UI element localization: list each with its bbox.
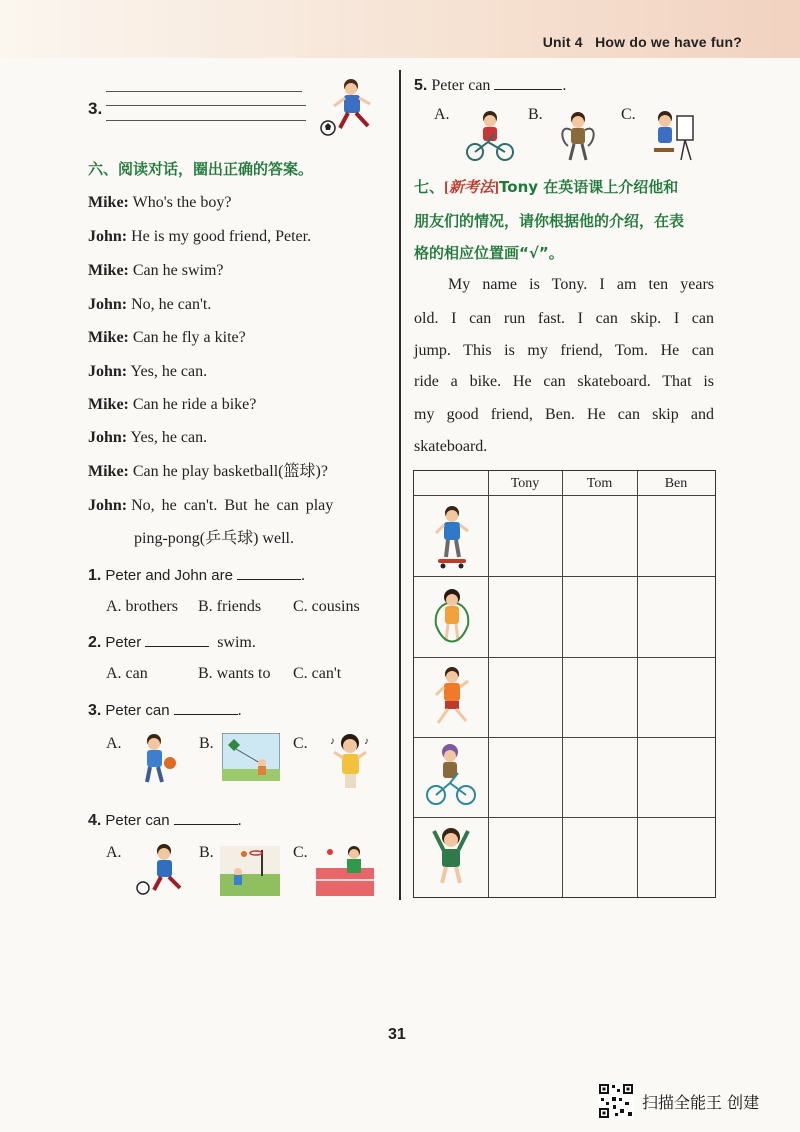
cell-tony-skateboard[interactable] bbox=[489, 496, 562, 576]
header-tom: Tom bbox=[586, 476, 613, 491]
bike-riding-icon bbox=[464, 110, 516, 162]
dialog-line-3: Mike: Can he swim? bbox=[88, 262, 224, 279]
cell-ben-jump[interactable] bbox=[638, 818, 714, 896]
q3-option-a[interactable]: A. bbox=[106, 735, 122, 752]
painting-boy-icon bbox=[650, 108, 696, 162]
q5-option-b[interactable]: B. bbox=[528, 106, 543, 123]
column-divider bbox=[399, 70, 401, 900]
dialog-line-10: John: No, he can't. But he can play bbox=[88, 497, 334, 514]
basketball-boy-icon bbox=[136, 732, 182, 784]
jumping-boy-icon bbox=[428, 823, 474, 889]
question-1: 1. Peter and John are . bbox=[88, 567, 305, 584]
passage-line-1: My name is Tony. I am ten years bbox=[448, 276, 714, 293]
cell-tom-jump[interactable] bbox=[563, 818, 637, 896]
header-ben: Ben bbox=[664, 476, 688, 491]
kite-flying-icon bbox=[222, 733, 280, 781]
dialog-line-4: John: No, he can't. bbox=[88, 296, 212, 313]
q2-option-b[interactable]: B. wants to bbox=[198, 665, 271, 682]
dialog-line-2: John: He is my good friend, Peter. bbox=[88, 228, 312, 245]
cell-ben-skip[interactable] bbox=[638, 577, 714, 657]
q5-option-c[interactable]: C. bbox=[621, 106, 636, 123]
dialog-line-6: John: Yes, he can. bbox=[88, 363, 208, 380]
cell-tony-run[interactable] bbox=[489, 658, 562, 737]
q4-blank[interactable] bbox=[174, 810, 238, 825]
skateboard-boy-icon bbox=[432, 505, 472, 569]
question-2: 2. Peter swim. bbox=[88, 634, 256, 651]
q5-option-a[interactable]: A. bbox=[434, 106, 450, 123]
qr-code-icon bbox=[598, 1083, 634, 1119]
scanner-watermark: 扫描全能王 创建 bbox=[642, 1093, 760, 1112]
ping-pong-icon bbox=[316, 844, 374, 896]
dialog-line-5: Mike: Can he fly a kite? bbox=[88, 329, 246, 346]
cell-ben-skateboard[interactable] bbox=[638, 496, 714, 576]
passage-line-3: jump. This is my friend, Tom. He can bbox=[414, 342, 714, 359]
q2-option-a[interactable]: A. can bbox=[106, 665, 148, 682]
cell-tony-bike[interactable] bbox=[489, 738, 562, 817]
passage-line-6: skateboard. bbox=[414, 438, 488, 455]
running-boy-icon bbox=[430, 665, 474, 729]
section7-line-1: 七、[新考法]Tony 在英语课上介绍他和 bbox=[414, 178, 679, 196]
cell-tom-skip[interactable] bbox=[563, 577, 637, 657]
q1-blank[interactable] bbox=[237, 565, 301, 580]
q3-option-b[interactable]: B. bbox=[199, 735, 214, 752]
cell-tom-skateboard[interactable] bbox=[563, 496, 637, 576]
cell-tom-run[interactable] bbox=[563, 658, 637, 737]
section6-title: 六、阅读对话，圈出正确的答案。 bbox=[88, 160, 314, 178]
question-5: 5. Peter can . bbox=[414, 77, 567, 94]
question-3: 3. Peter can . bbox=[88, 702, 242, 719]
dialog-line-7: Mike: Can he ride a bike? bbox=[88, 396, 257, 413]
svg-text:♪: ♪ bbox=[330, 736, 335, 747]
singing-girl-icon bbox=[326, 732, 376, 790]
soccer-boy-option-icon bbox=[134, 842, 188, 896]
dialog-line-11: ping-pong(乒乓球) well. bbox=[134, 530, 294, 547]
section7-line-3: 格的相应位置画“√”。 bbox=[414, 244, 564, 262]
cell-tony-jump[interactable] bbox=[489, 818, 562, 896]
dialog-line-9: Mike: Can he play basketball(篮球)? bbox=[88, 463, 328, 480]
q3-blank[interactable] bbox=[174, 700, 238, 715]
unit-header: Unit 4 How do we have fun? bbox=[542, 34, 742, 50]
dialog-line-1: Mike: Who's the boy? bbox=[88, 194, 232, 211]
cell-tony-skip[interactable] bbox=[489, 577, 562, 657]
answer-line-1[interactable] bbox=[106, 91, 302, 92]
question-4: 4. Peter can . bbox=[88, 812, 242, 829]
passage-line-4: ride a bike. He can skateboard. That is bbox=[414, 373, 714, 390]
cell-ben-run[interactable] bbox=[638, 658, 714, 737]
section7-line-2: 朋友们的情况，请你根据他的介绍，在表 bbox=[414, 212, 685, 230]
answer-line-3[interactable] bbox=[106, 120, 306, 121]
q1-option-b[interactable]: B. friends bbox=[198, 598, 262, 615]
q4-option-c[interactable]: C. bbox=[293, 844, 308, 861]
q4-option-b[interactable]: B. bbox=[199, 844, 214, 861]
cell-ben-bike[interactable] bbox=[638, 738, 714, 817]
swinging-boy-icon bbox=[556, 110, 600, 162]
page-number: 31 bbox=[388, 1026, 406, 1043]
q2-blank[interactable] bbox=[145, 632, 209, 647]
q3-number: 3. bbox=[88, 99, 103, 118]
dialog-line-8: John: Yes, he can. bbox=[88, 429, 208, 446]
q4-option-a[interactable]: A. bbox=[106, 844, 122, 861]
new-exam-tag: 新考法 bbox=[449, 180, 495, 196]
q3-option-c[interactable]: C. bbox=[293, 735, 308, 752]
q1-option-c[interactable]: C. cousins bbox=[293, 598, 360, 615]
q5-blank[interactable] bbox=[494, 75, 562, 90]
soccer-boy-icon bbox=[318, 76, 384, 138]
answer-line-2[interactable] bbox=[106, 105, 306, 106]
header-tony: Tony bbox=[510, 476, 540, 491]
passage-line-5: my good friend, Ben. He can skip and bbox=[414, 406, 714, 423]
q1-option-a[interactable]: A. brothers bbox=[106, 598, 178, 615]
cycling-boy-icon bbox=[426, 743, 476, 809]
cell-tom-bike[interactable] bbox=[563, 738, 637, 817]
activity-table bbox=[413, 470, 716, 898]
passage-line-2: old. I can run fast. I can skip. I can bbox=[414, 310, 714, 327]
q2-option-c[interactable]: C. can't bbox=[293, 665, 342, 682]
basketball-hoop-icon bbox=[220, 846, 280, 896]
svg-text:♪: ♪ bbox=[364, 736, 369, 747]
skipping-girl-icon bbox=[430, 585, 474, 649]
